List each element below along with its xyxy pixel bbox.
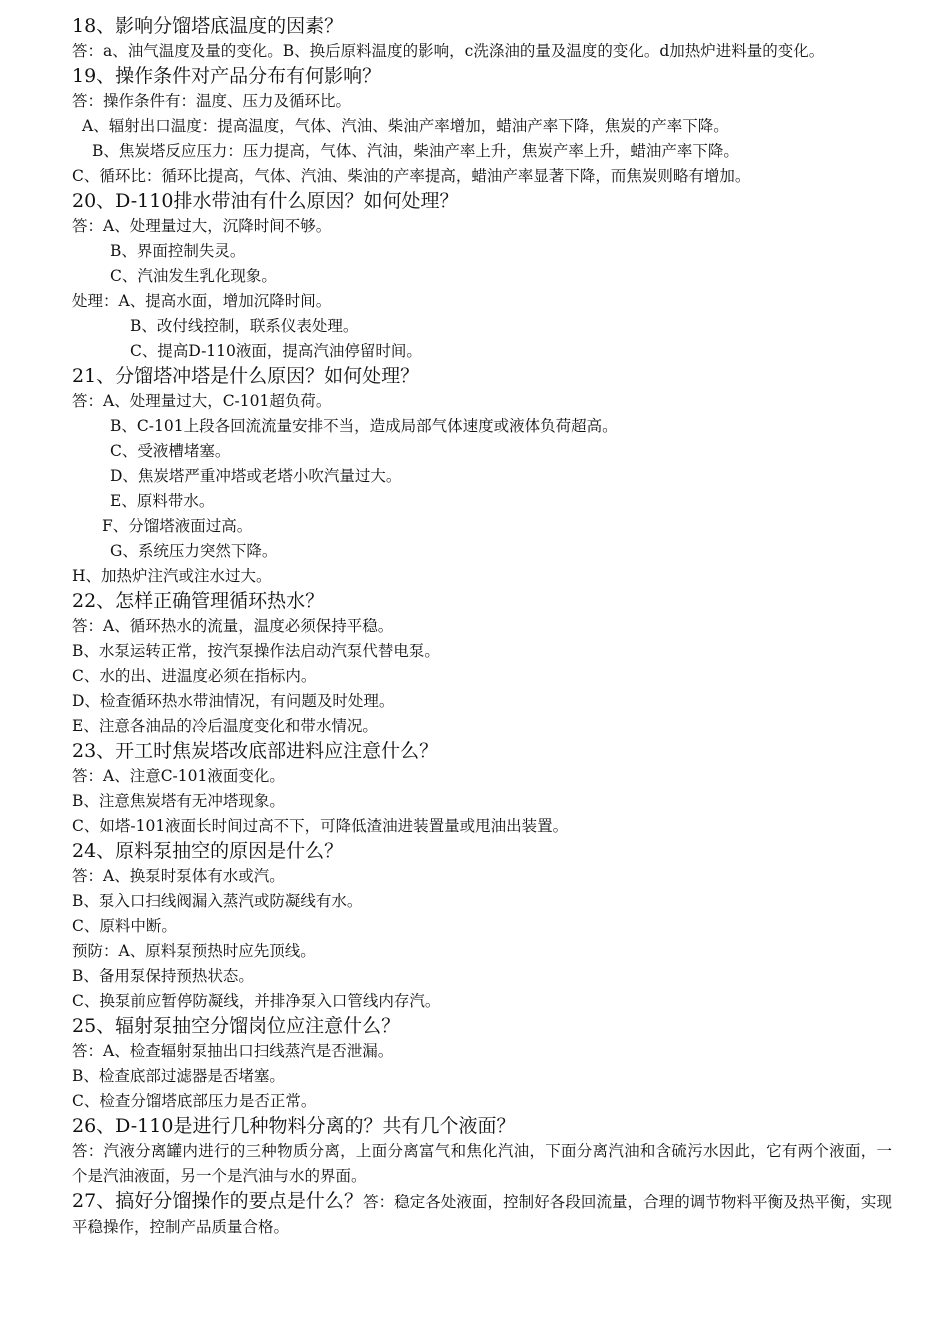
answer-line: C、汽油发生乳化现象。	[110, 267, 277, 285]
answer-line: B、水泵运转正常，按汽泵操作法启动汽泵代替电泵。	[72, 642, 440, 660]
answer-line: B、检查底部过滤器是否堵塞。	[72, 1067, 285, 1085]
answer-line: C、受液槽堵塞。	[110, 442, 231, 460]
answer-line: 答：A、注意C-101液面变化。	[72, 767, 285, 785]
answer-line: B、C-101上段各回流流量安排不当，造成局部气体速度或液体负荷超高。	[110, 417, 618, 435]
answer-line: C、检查分馏塔底部压力是否正常。	[72, 1092, 317, 1110]
answer-line: E、注意各油品的冷后温度变化和带水情况。	[72, 717, 378, 735]
question-heading: 21、分馏塔冲塔是什么原因？如何处理？	[72, 365, 420, 387]
answer-line: E、原料带水。	[110, 492, 215, 510]
answer-line: H、加热炉注汽或注水过大。	[72, 567, 272, 585]
answer-line: D、检查循环热水带油情况，有问题及时处理。	[72, 692, 395, 710]
answer-line: G、系统压力突然下降。	[110, 542, 278, 560]
answer-line: F、分馏塔液面过高。	[102, 517, 253, 535]
answer-line: C、水的出、进温度必须在指标内。	[72, 667, 317, 685]
answer-line: B、改付线控制，联系仪表处理。	[130, 317, 359, 335]
answer-line: A、辐射出口温度：提高温度，气体、汽油、柴油产率增加，蜡油产率下降，焦炭的产率下降。	[82, 117, 729, 135]
answer-text: 答：稳定各处液面，控制好各段回流量，合理的调节物料平衡及热平衡，实现平稳操作，控制产品质量合格。	[72, 1193, 892, 1236]
answer-line: 答：A、循环热水的流量，温度必须保持平稳。	[72, 617, 394, 635]
question-heading: 23、开工时焦炭塔改底部进料应注意什么？	[72, 740, 439, 762]
question-heading: 22、怎样正确管理循环热水？	[72, 590, 325, 612]
answer-line: 答：A、换泵时泵体有水或汽。	[72, 867, 285, 885]
answer-line: 处理：A、提高水面，增加沉降时间。	[72, 292, 332, 310]
answer-line: 答：A、处理量过大，C-101超负荷。	[72, 392, 332, 410]
answer-line: C、循环比：循环比提高，气体、汽油、柴油的产率提高，蜡油产率显著下降，而焦炭则略有增加。	[72, 167, 751, 185]
answer-line: 答：A、处理量过大，沉降时间不够。	[72, 217, 332, 235]
question-heading: 18、影响分馏塔底温度的因素？	[72, 15, 344, 37]
answer-line: C、提高D-110液面，提高汽油停留时间。	[130, 342, 422, 360]
answer-line: B、泵入口扫线阀漏入蒸汽或防凝线有水。	[72, 892, 363, 910]
answer-line: 答：A、检查辐射泵抽出口扫线蒸汽是否泄漏。	[72, 1042, 394, 1060]
answer-line: B、界面控制失灵。	[110, 242, 246, 260]
answer-line: B、注意焦炭塔有无冲塔现象。	[72, 792, 285, 810]
question-heading: 20、D-110排水带油有什么原因？如何处理？	[72, 190, 459, 212]
document-page	[72, 14, 892, 1240]
answer-line: 答：a、油气温度及量的变化。B、换后原料温度的影响，c洗涤油的量及温度的变化。d加热炉进料量的变化。	[72, 42, 825, 60]
question-with-answer	[72, 1189, 892, 1240]
answer-line: C、如塔-101液面长时间过高不下，可降低渣油进装置量或甩油出装置。	[72, 817, 569, 835]
question-heading: 19、操作条件对产品分布有何影响？	[72, 65, 382, 87]
question-heading: 25、辐射泵抽空分馏岗位应注意什么？	[72, 1015, 401, 1037]
answer-line: 预防：A、原料泵预热时应先顶线。	[72, 942, 316, 960]
answer-line: 答：操作条件有：温度、压力及循环比。	[72, 92, 352, 110]
answer-line: 答：汽液分离罐内进行的三种物质分离，上面分离富气和焦化汽油，下面分离汽油和含硫污水因此，它有两个液面，一个是汽油液面，另一个是汽油与水的界面。	[72, 1142, 892, 1185]
answer-line: B、焦炭塔反应压力：压力提高，气体、汽油，柴油产率上升，焦炭产率上升，蜡油产率下降。	[92, 142, 739, 160]
answer-line: C、原料中断。	[72, 917, 177, 935]
answer-line: D、焦炭塔严重冲塔或老塔小吹汽量过大。	[110, 467, 402, 485]
answer-line: B、备用泵保持预热状态。	[72, 967, 254, 985]
question-heading: 26、D-110是进行几种物料分离的？共有几个液面？	[72, 1115, 516, 1137]
question-heading: 27、搞好分馏操作的要点是什么？	[72, 1190, 364, 1212]
answer-line: C、换泵前应暂停防凝线，并排净泵入口管线内存汽。	[72, 992, 441, 1010]
question-heading: 24、原料泵抽空的原因是什么？	[72, 840, 344, 862]
